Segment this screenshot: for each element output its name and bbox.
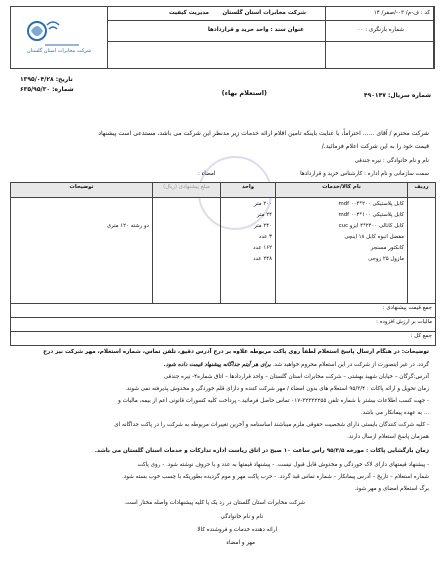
- notes-line-6: ... به عهده پیمانکار می باشد.: [360, 410, 429, 416]
- logo-text: شرکت مخابرات استان گلستان: [27, 48, 92, 54]
- contact-name: نام و نام خانوادگی : نیره جندقی: [354, 158, 429, 164]
- serial-number: شماره سریال: ۴۹۰۱۴۷: [363, 92, 431, 99]
- notes-emphasis: برای هر آیتم جداگانه پیشنهاد قیمت داده شود.: [163, 362, 271, 368]
- col-header-description: توضیحات: [11, 183, 153, 198]
- item-name: مازول ۲۵ زوجی: [368, 256, 404, 262]
- signature-stamp: مهر و امضاء: [226, 540, 255, 546]
- total-row: [11, 304, 436, 318]
- item-name: کابل پلاستیکی ۲۰۰*۰۰۴ mdf: [338, 201, 404, 207]
- item-unit: ۲۴۸ عدد: [253, 256, 272, 262]
- grand-total-row: [11, 332, 436, 346]
- notes-line-5: - جهت کسب اطلاعات بیشتر با شماره تلفن ۳۲۳۲۲۲۵۵-۰۱۷ تماس حاصل فرمائید.- پرداخت کلیه کسورات قانونی اعم از بیمه، مالیات و: [118, 398, 429, 404]
- notes-line-11: شماره استعلام – تاریخ – آدرس پیمانکار – شماره تماس قید گردد. - حرب پاکت مهر و موم گردیده بطوریکه با چسب خوب بسته شود.: [122, 474, 429, 480]
- header-doc-title: عنوان سند : واحد خرید و قراردادها: [207, 27, 304, 33]
- notes-line-4: زمان تحویل و ارائه پاکات : ۹۵/۳/۴ استعلام های بدون امضاء / مهر شرکت کننده و دارای قلم خوردگی و مخدوش پذیرفته نمی شوند.: [125, 386, 429, 392]
- item-unit: ۱۶۲ عدد: [253, 245, 272, 251]
- telecom-logo-icon: [23, 15, 85, 61]
- col-header-row-number: ردیف: [408, 183, 436, 198]
- letter-number: شماره: ۶۳۵/۹۵/۳۰: [20, 86, 74, 93]
- notes-line-8: همزمان پاسخ استعلام ارسال دارند.: [347, 434, 429, 440]
- total-label: جمع قیمت پیشنهادی :: [11, 304, 436, 318]
- notes-line-7: - کلیه شرکت کنندگان بایستی دارای شخصیت حقوقی ملزم میباشند اساسنامه و آخرین تغییرات مربوطه به شرکت را در پاکت جداگانه ای: [114, 422, 429, 428]
- company-logo: [23, 15, 92, 61]
- notes-line-1: توضیحات: در هنگام ارسال پاسخ استعلام لطفاً روی پاکت مربوطه علاوه بر درج آدرس دقیق، تلفن تماس، شماره استعلام، مهر شرکت نیز درج: [43, 349, 429, 355]
- header-company: شرکت مخابرات استان گلستان: [222, 10, 306, 16]
- date: تاریخ: ۱۳۹۵/۰۴/۲۸: [20, 76, 73, 83]
- grand-total-label: جمع کل :: [11, 332, 436, 346]
- notes-line-2: گردد. در غیر اینصورت از شرکت در این استعلام محروم خواهید شد. برای هر آیتم جداگانه پیشنهاد قیمت داده شود.: [163, 362, 429, 368]
- header-revision: شماره بازنگری : ۰۰: [357, 27, 404, 33]
- item-note: دو رشته ۱۲۰ متری: [106, 223, 149, 229]
- header-quality: مدیریت کیفیت: [168, 10, 209, 16]
- item-name: کابل کانالی ۲۴۰۰*۴ ایزو cuc: [338, 223, 404, 229]
- item-unit: ۲۴ متر: [257, 212, 272, 218]
- item-name: کابل پلاستیکی ۱۰۰*۰۰۴ mdf: [338, 212, 404, 218]
- vat-row: [11, 318, 436, 332]
- table-row: [11, 198, 436, 304]
- item-name: کانکتور مسنجر: [370, 245, 404, 251]
- header-code: کد : ف-م/ ۰۳-/صفر/ ۱۴: [373, 10, 430, 16]
- items-table: [10, 182, 436, 346]
- signature-name: نام و نام خانوادگی: [220, 514, 263, 520]
- form-title: (استعلام بهاء): [221, 89, 267, 97]
- description-cell: [11, 198, 153, 304]
- item-unit: ۲۰۰ متر: [254, 201, 272, 207]
- item-unit: ۲۴۰ متر: [254, 223, 272, 229]
- inquiry-form: [10, 6, 435, 570]
- notes-line-3: آدرس:گرگان – خیابان شهید بهشتی – شرکت مخابرات استان گلستان – واحد قراردادها – اتاق شماره۴- نیره جندقی: [163, 374, 429, 380]
- price-cell: [153, 198, 221, 304]
- item-name: مفصل انبوه کابل ۱۸ اینچی: [344, 234, 404, 240]
- notes-line-9: زمان بازگشایی پاکات : مورخه ۹۵/۳/۵ راس ساعت ۱۰ صبح در اتاق ریاست اداره تدارکات و خدمات استان گلستان می باشد.: [94, 448, 429, 454]
- notes-line-13: شرکت مخابرات استان گلستان در رد یک یا کلیه پیشنهادات واصله مختار است.: [124, 500, 305, 506]
- vat-label: مالیات بر ارزش افزوده :: [11, 318, 436, 332]
- intro-line-1: شرکت محترم / آقای ...... احتراماً، با عنایت باینکه تامین اقلام ارائه خدمات زیر مدنظر این شرکت می باشد، مستدعی است پیشنهاد: [98, 130, 429, 137]
- row-number-cell: [408, 198, 436, 304]
- col-header-unit: واحد: [221, 183, 276, 198]
- units-cell: [221, 198, 276, 304]
- intro-line-2: قیمت خود را به این شرکت اعلام فرمائید./: [321, 143, 429, 150]
- notes-line-10: - پیشنهاد قیمتهای دارای لاک خوردگی و مخدوش قابل قبول نیست. - پیشنهاد قیمتها به عدد و با حروف نوشته شود. - روی پاکت: [137, 462, 429, 468]
- signature-role: ارائه دهنده خدمات و فروشنده کالا: [197, 527, 277, 533]
- item-unit: ۳ عدد: [258, 234, 272, 240]
- document-header: [10, 6, 435, 69]
- signature-label: امضاء :: [198, 171, 216, 177]
- contact-unit: سمت سازمانی و نام اداره : کارشناس خرید و قراردادها: [300, 171, 429, 177]
- item-names-cell: [276, 198, 408, 304]
- table-header-row: [11, 183, 436, 198]
- col-header-item-name: نام کالا/خدمات: [276, 183, 408, 198]
- col-header-price: مبلغ پیشنهادی (ریال): [153, 183, 221, 198]
- notes-line-12: برگ استعلام امضای و مهر شود.: [354, 486, 429, 492]
